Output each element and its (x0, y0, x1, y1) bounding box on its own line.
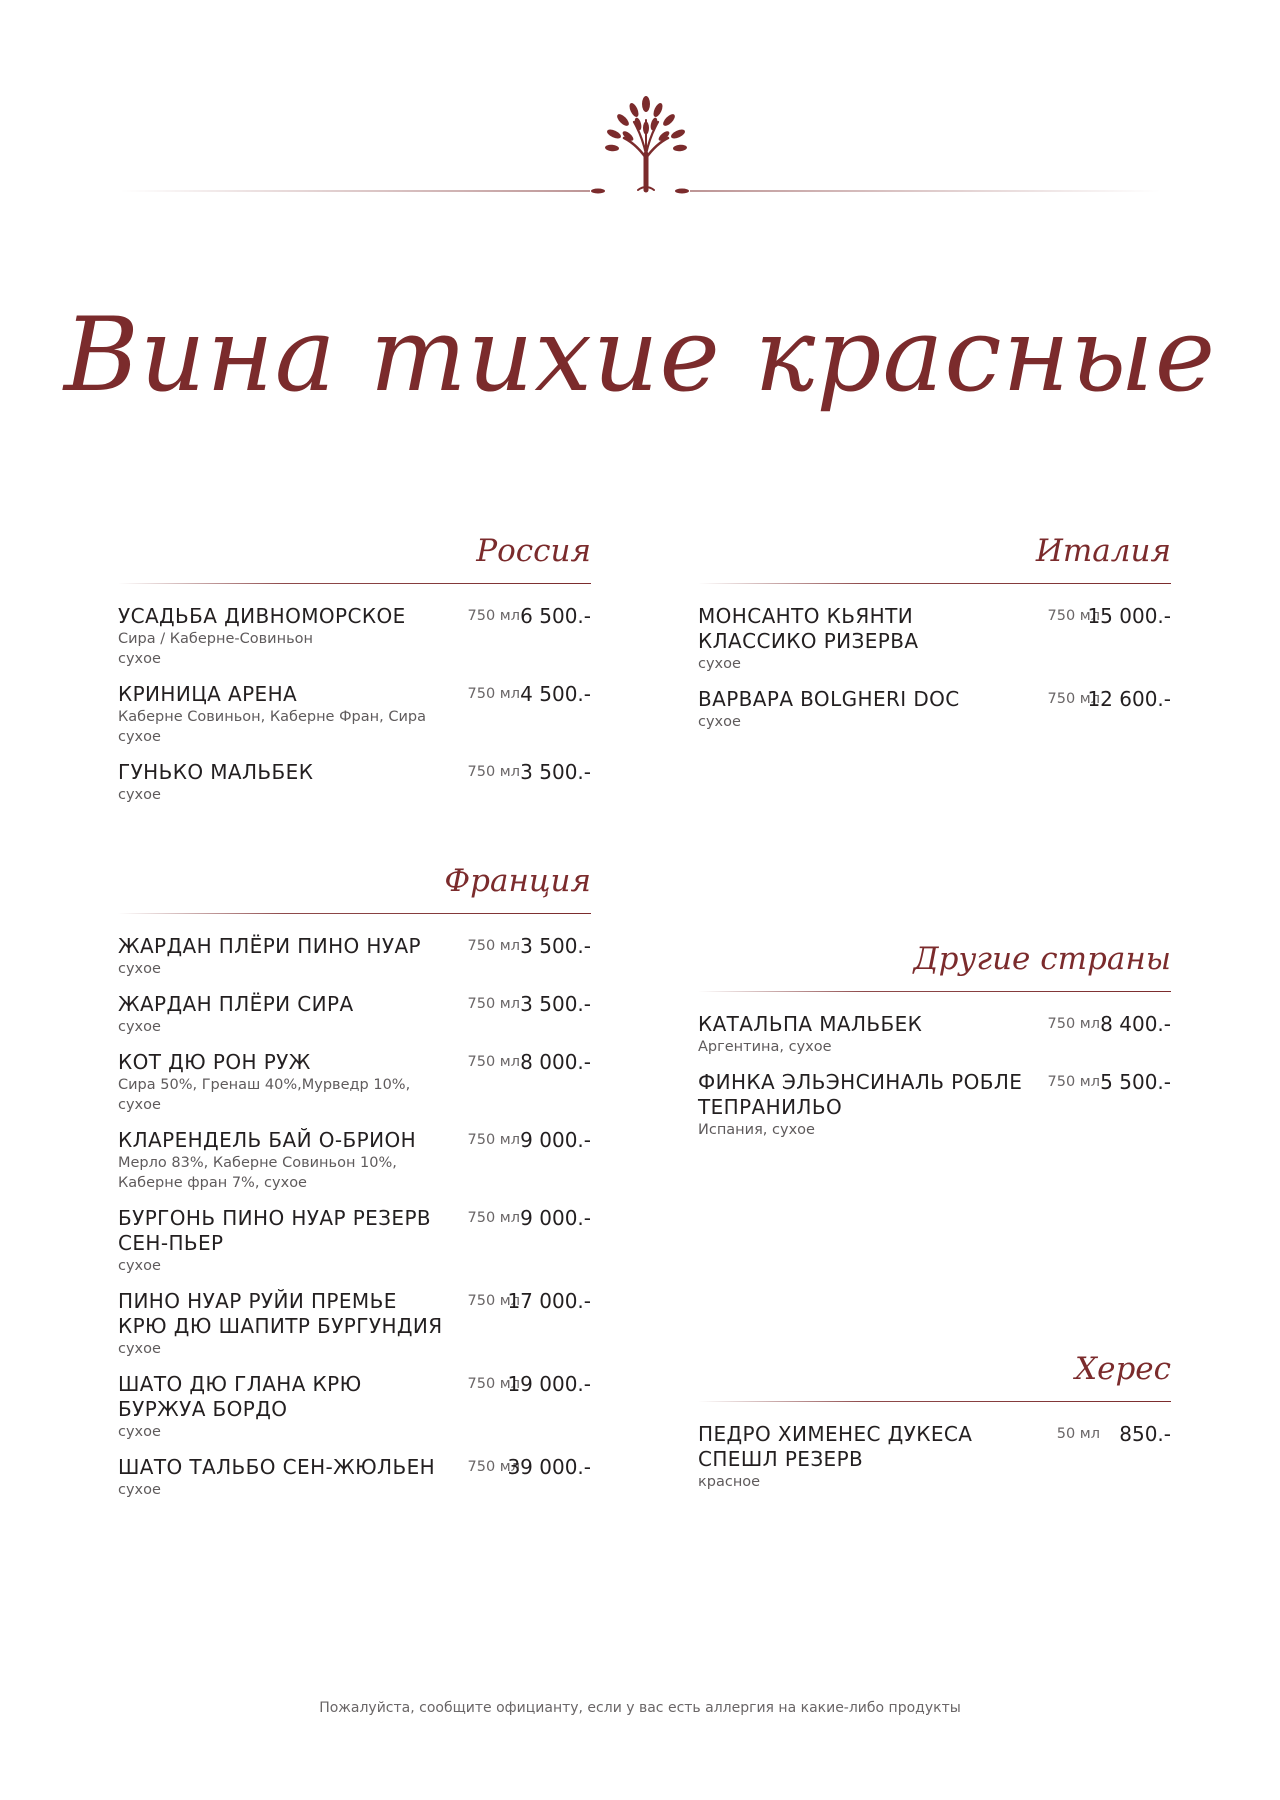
wine-volume: 50 мл (1056, 1426, 1100, 1442)
allergy-note: Пожалуйста, сообщите официанту, если у вас есть аллергия на какие-либо продукты (319, 1700, 961, 1716)
section-divider (698, 583, 1171, 584)
wine-description: Сира 50%, Гренаш 40%,Мурведр 10%, сухое (118, 1077, 411, 1113)
menu-item (698, 687, 1171, 732)
wine-volume: 750 мл (467, 686, 520, 702)
wine-price: 9 000.- (520, 1206, 591, 1230)
wine-name: КОТ ДЮ РОН РУЖ (118, 1050, 311, 1074)
wine-volume: 750 мл (467, 1132, 520, 1148)
wine-description: сухое (118, 787, 161, 803)
wine-price: 9 000.- (520, 1128, 591, 1152)
wine-name: ШАТО ТАЛЬБО СЕН-ЖЮЛЬЕН (118, 1455, 436, 1479)
wine-price: 8 400.- (1100, 1012, 1171, 1036)
wine-name: ГУНЬКО МАЛЬБЕК (118, 760, 314, 784)
wine-name: БУРГОНЬ ПИНО НУАР РЕЗЕРВ СЕН-ПЬЕР (118, 1206, 432, 1255)
section-title: Херес (1075, 1351, 1171, 1387)
menu-item (118, 1455, 591, 1500)
wine-description: сухое (118, 1482, 161, 1498)
wine-price: 19 000.- (507, 1372, 591, 1396)
wine-name: КАТАЛЬПА МАЛЬБЕК (698, 1012, 923, 1036)
wine-description: Мерло 83%, Каберне Совиньон 10%, Каберне фран 7%, сухое (118, 1155, 397, 1191)
menu-item (118, 1050, 591, 1115)
section-title: Россия (476, 533, 591, 569)
wine-name: КРИНИЦА АРЕНА (118, 682, 298, 706)
menu-item (118, 604, 591, 669)
wine-name: МОНСАНТО КЬЯНТИ КЛАССИКО РИЗЕРВА (698, 604, 919, 653)
wine-price: 850.- (1119, 1422, 1171, 1446)
wine-price: 17 000.- (507, 1289, 591, 1313)
wine-price: 4 500.- (520, 682, 591, 706)
section-divider (698, 991, 1171, 992)
menu-item (118, 682, 591, 747)
section-france (118, 842, 591, 1513)
section-title: Другие страны (913, 941, 1171, 977)
wine-name: ПЕДРО ХИМЕНЕС ДУКЕСА СПЕШЛ РЕЗЕРВ (698, 1422, 973, 1471)
item-list (698, 1422, 1171, 1492)
wine-name: ШАТО ДЮ ГЛАНА КРЮ БУРЖУА БОРДО (118, 1372, 362, 1421)
wine-price: 3 500.- (520, 934, 591, 958)
item-list (698, 604, 1171, 732)
menu-item (118, 934, 591, 979)
wine-description: сухое (698, 714, 741, 730)
wine-name: ВАРВАРА BOLGHERI DOC (698, 687, 960, 711)
section-italy (698, 512, 1171, 745)
section-divider (118, 583, 591, 584)
wine-name: ЖАРДАН ПЛЁРИ СИРА (118, 992, 354, 1016)
wine-name: ФИНКА ЭЛЬЭНСИНАЛЬ РОБЛЕ ТЕПРАНИЛЬО (698, 1070, 1023, 1119)
wine-name: ЖАРДАН ПЛЁРИ ПИНО НУАР (118, 934, 421, 958)
section-title: Франция (444, 863, 591, 899)
wine-volume: 750 мл (1047, 691, 1100, 707)
wine-volume: 750 мл (1047, 1016, 1100, 1032)
wine-description: Аргентина, сухое (698, 1039, 832, 1055)
section-sherry (698, 1330, 1171, 1505)
wine-volume: 750 мл (467, 1459, 520, 1475)
wine-price: 39 000.- (507, 1455, 591, 1479)
wine-description: Испания, сухое (698, 1122, 815, 1138)
wine-volume: 750 мл (467, 1210, 520, 1226)
menu-item (118, 1289, 591, 1359)
menu-item (698, 1422, 1171, 1492)
wine-description: сухое (698, 656, 741, 672)
item-list (118, 604, 591, 805)
wine-volume: 750 мл (467, 1376, 520, 1392)
wine-description: сухое (118, 1424, 161, 1440)
wine-volume: 750 мл (467, 608, 520, 624)
wine-price: 3 500.- (520, 992, 591, 1016)
wine-volume: 750 мл (1047, 608, 1100, 624)
wine-description: сухое (118, 1258, 161, 1274)
wine-name: УСАДЬБА ДИВНОМОРСКОЕ (118, 604, 406, 628)
wine-description: красное (698, 1474, 761, 1490)
item-list (698, 1012, 1171, 1140)
menu-item (118, 1372, 591, 1442)
wine-volume: 750 мл (467, 1054, 520, 1070)
tree-logo-icon (598, 92, 694, 194)
page-title: Вина тихие красные (63, 296, 1217, 415)
wine-volume: 750 мл (467, 764, 520, 780)
wine-description: сухое (118, 961, 161, 977)
wine-price: 3 500.- (520, 760, 591, 784)
wine-price: 12 600.- (1087, 687, 1171, 711)
menu-item (698, 604, 1171, 674)
wine-name: КЛАРЕНДЕЛЬ БАЙ О-БРИОН (118, 1128, 417, 1152)
wine-volume: 750 мл (467, 1293, 520, 1309)
menu-item (698, 1070, 1171, 1140)
wine-price: 8 000.- (520, 1050, 591, 1074)
menu-item (698, 1012, 1171, 1057)
menu-item (118, 1128, 591, 1193)
wine-description: сухое (118, 1019, 161, 1035)
wine-price: 15 000.- (1087, 604, 1171, 628)
wine-description: сухое (118, 1341, 161, 1357)
menu-item (118, 992, 591, 1037)
section-divider (118, 913, 591, 914)
wine-name: ПИНО НУАР РУЙИ ПРЕМЬЕ КРЮ ДЮ ШАПИТР БУРГУНДИЯ (118, 1289, 443, 1338)
menu-item (118, 1206, 591, 1276)
wine-volume: 750 мл (1047, 1074, 1100, 1090)
wine-description: Сира / Каберне-Совиньон сухое (118, 631, 313, 667)
item-list (118, 934, 591, 1500)
section-other-countries (698, 920, 1171, 1153)
wine-price: 6 500.- (520, 604, 591, 628)
section-divider (698, 1401, 1171, 1402)
top-divider (120, 186, 1160, 196)
wine-volume: 750 мл (467, 996, 520, 1012)
section-title: Италия (1035, 533, 1171, 569)
section-russia (118, 512, 591, 818)
wine-price: 5 500.- (1100, 1070, 1171, 1094)
wine-description: Каберне Совиньон, Каберне Фран, Сира сухое (118, 709, 426, 745)
wine-volume: 750 мл (467, 938, 520, 954)
menu-item (118, 760, 591, 805)
